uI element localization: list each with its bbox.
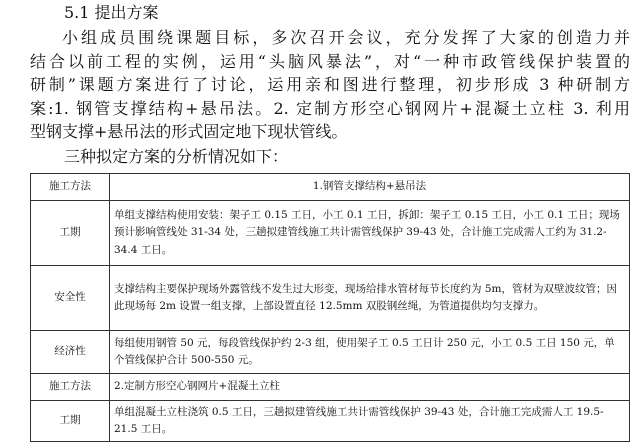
section-paragraph [30, 26, 630, 144]
section-heading: 5.1 提出方案 [64, 3, 159, 22]
table-row [31, 266, 630, 331]
row-content: 每组使用钢管 50 元，每段管线保护约 2-3 组，使用架子工 0.5 工日计 250 元，小工 0.5 工日 150 元，单个管线保护合计 500-550 元。 [110, 331, 630, 374]
table-row [31, 331, 630, 374]
table-row [31, 201, 630, 266]
row-label: 经济性 [31, 331, 110, 374]
row-content: 支撑结构主要保护现场外露管线不发生过大形变，现场给排水管材每节长度约为 5m，管材为双壁波纹管；因此现场每 2m 设置一组支撑，上部设置直径 12.5mm 双股钢丝绳，为管道提供均匀支撑力。 [110, 266, 630, 331]
row-label: 安全性 [31, 266, 110, 331]
row-content: 单组混凝土立柱浇筑 0.5 工日，三趟拟建管线施工共计需管线保护 39-43 处，合计施工完成需人工 19.5-21.5 工日。 [110, 401, 630, 442]
table-row [31, 401, 630, 442]
table-row [31, 174, 630, 201]
row-label: 工期 [31, 401, 110, 442]
table-row [31, 374, 630, 401]
paragraph-line: 案:1. 钢管支撑结构+悬吊法。2. 定制方形空心钢网片+混凝土立柱 3. 利用 [30, 98, 630, 118]
paragraph-line: 小组成员围绕课题目标，多次召开会议，充分发挥了大家的创造力并 [62, 28, 630, 47]
row-label: 施工方法 [31, 374, 110, 401]
method-title-cell: 1.钢管支撑结构+悬吊法 [110, 174, 630, 201]
method-title-cell: 2.定制方形空心钢网片+混凝土立柱 [110, 374, 630, 401]
table-intro: 三种拟定方案的分析情况如下： [64, 147, 289, 166]
paragraph-line: 型钢支撑+悬吊法的形式固定地下现状管线。 [30, 122, 348, 141]
plan-analysis-table [30, 173, 630, 442]
paragraph-line: 研制”课题方案进行了讨论，运用亲和图进行整理，初步形成 3 种研制方 [30, 75, 630, 94]
row-label: 工期 [31, 201, 110, 266]
paragraph-line: 结合以前工程的实例，运用“头脑风暴法”，对“一种市政管线保护装置的 [30, 51, 630, 71]
row-content: 单组支撑结构使用安装：架子工 0.15 工日，小工 0.1 工日，拆卸：架子工 0.15 工日，小工 0.1 工日；现场预计影响管线处 31-34 处，三趟拟建管线施工共计需管线保护 39-43 处，合计施工完成需人工约为 31.2-34.4 工日。 [110, 201, 630, 266]
row-label: 施工方法 [31, 174, 110, 201]
